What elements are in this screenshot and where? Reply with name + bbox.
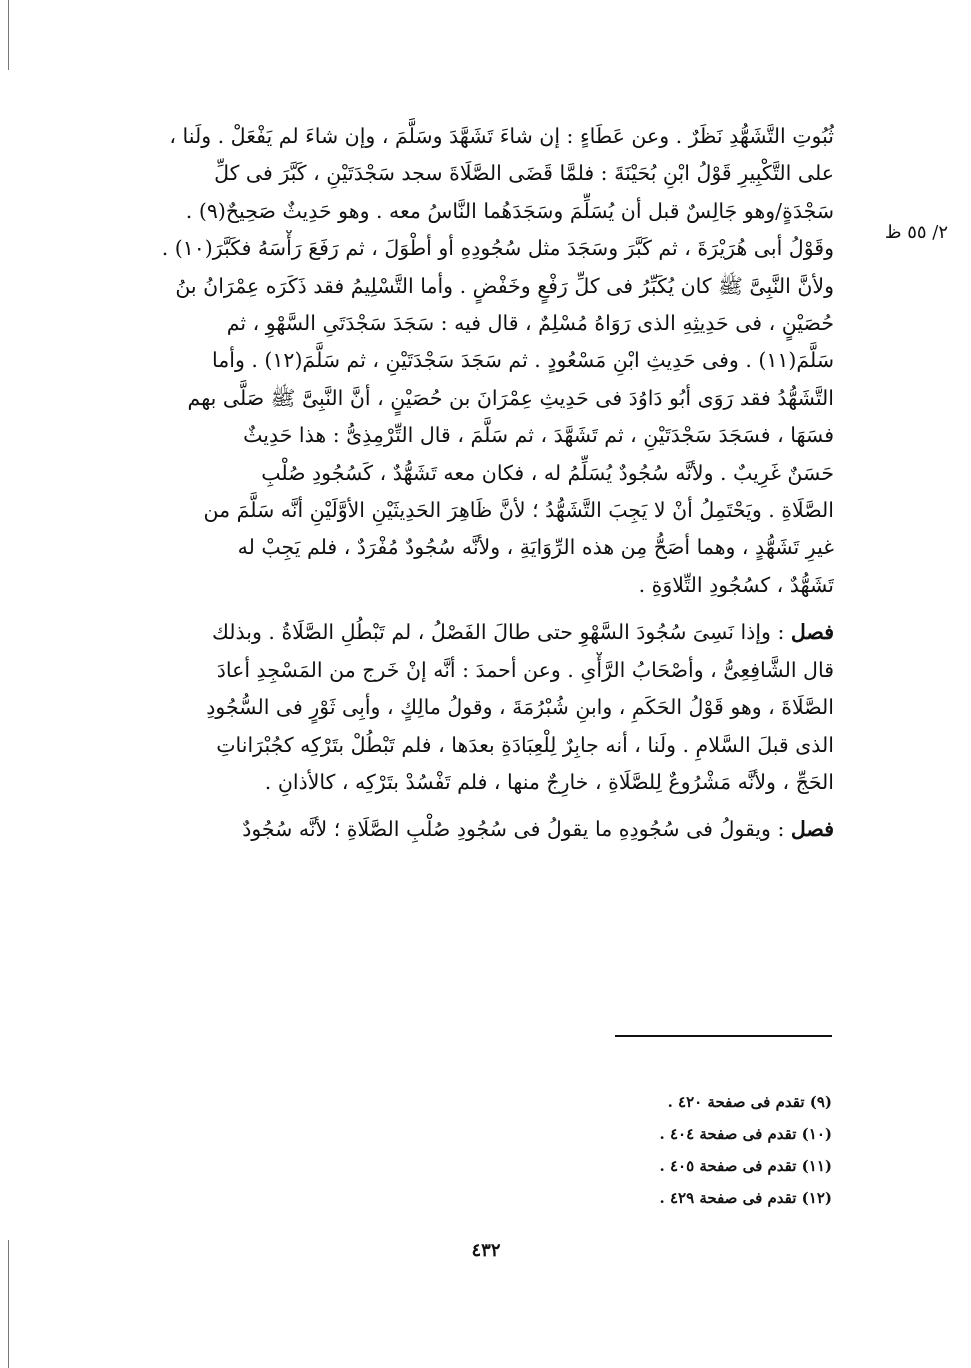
footnote: (١٠) تقدم فى صفحة ٤٠٤ . (659, 1125, 832, 1143)
page-number: ٤٣٢ (471, 1240, 501, 1261)
footnotes (560, 1086, 832, 1214)
margin-note: ٢/ ٥٥ ظ (884, 222, 948, 243)
text-line: حُصَيْنٍ ، فى حَدِيثِهِ الذى رَوَاهُ مُسْلِمٌ ، قال فيه : سَجَدَ سَجْدَتَىِ السَّهْوِ ، ثم (226, 311, 834, 336)
text-line-with-heading (128, 811, 834, 848)
text-line: ثُبُوتِ التَّشَهُّدِ نَظَرٌ . وعن عَطَاءٍ : إن شاءَ تَشَهَّدَ وسَلَّمَ ، وإن شاءَ لم يَفْعَلْ . ولَنا ، (169, 124, 834, 148)
footnote-divider (615, 1035, 832, 1037)
text-line: التَّشَهُّدُ فقد رَوَى أبُو دَاوُدَ فى حَدِيثِ عِمْرَانَ بن حُصَيْنٍ ، أنَّ النَّبِىَّ ﷺ صَلَّى بهم (187, 385, 834, 410)
main-text (128, 118, 834, 849)
text-line: وقَوْلُ أبى هُرَيْرَةَ ، ثم كَبَّرَ وسَجَدَ مثل سُجُودِهِ أو أطْوَلَ ، ثم رَفَعَ رَأْسَهُ فكَبَّرَ(١٠) . (161, 236, 834, 261)
text-line: ولأنَّ النَّبِىَّ ﷺ كان يُكَبِّرُ فى كلِّ رَفْعٍ وخَفْضٍ . وأما التَّسْلِيمُ فقد ذَكَرَه عِمْرَانُ بنُ (175, 273, 834, 298)
paragraph (128, 614, 834, 801)
text-line: غيرِ تَشَهُّدٍ ، وهما أصَحُّ مِن هذه الرِّوَايَةِ ، ولأنَّه سُجُودٌ مُفْرَدٌ ، فلم يَجِبْ له (237, 535, 834, 560)
text-line: الحَجِّ ، ولأنَّه مَشْرُوعٌ لِلصَّلَاةِ ، خارِجٌ منها ، فلم تَفْسُدْ بتَرْكِه ، كالأذانِ . (264, 769, 834, 794)
text-line: قال الشَّافِعِىُّ ، وأصْحَابُ الرَّأْىِ . وعن أحمدَ : أنَّه إنْ خَرج من المَسْجِدِ أعادَ (216, 657, 834, 682)
text-line: : ويقولُ فى سُجُودِهِ ما يقولُ فى سُجُودِ صُلْبِ الصَّلَاةِ ؛ لأنَّه سُجُودٌ (242, 817, 791, 842)
paragraph (128, 811, 834, 848)
text-line: فسَهَا ، فسَجَدَ سَجْدَتَيْنِ ، ثم تَشَهَّدَ ، ثم سَلَّمَ ، قال التِّرْمِذِىُّ : هذا حَدِيثٌ (243, 423, 834, 448)
section-label: فصل (790, 620, 834, 645)
text-line: حَسَنٌ غَرِيبٌ . ولأنَّه سُجُودٌ يُسَلِّمُ له ، فكان معه تَشَهُّدٌ ، كَسُجُودِ صُلْبِ (261, 460, 834, 485)
text-line: الذى قبلَ السَّلامِ . ولَنا ، أنه جابِرٌ لِلْعِبَادَةِ بعدَها ، فلم تَبْطُلْ بتَرْكِه كجُبْرَاناتِ (216, 732, 834, 757)
text-line: على التَّكْبِيرِ قَوْلُ ابْنِ بُحَيْنَةَ : فلمَّا قَضَى الصَّلَاةَ سجد سَجْدَتَيْنِ ، كَبَّرَ فى كلِّ (214, 161, 834, 186)
scan-edge-bottom (8, 1240, 9, 1368)
text-line-with-heading (128, 614, 834, 651)
text-line: سَجْدَةٍ/وهو جَالِسٌ قبل أن يُسَلِّمَ وسَجَدَهُما النَّاسُ معه . وهو حَدِيثٌ صَحِيحٌ(٩) . (185, 198, 834, 223)
scan-edge-top (8, 0, 9, 70)
text-line: تَشَهُّدٌ ، كسُجُودِ التِّلاوَةِ . (638, 572, 834, 597)
footnote: (٩) تقدم فى صفحة ٤٢٠ . (667, 1093, 832, 1111)
section-label: فصل (790, 817, 834, 842)
paragraph (128, 118, 834, 604)
text-line: : وإذا نَسِىَ سُجُودَ السَّهْوِ حتى طالَ الفَصْلُ ، لم تَبْطُلِ الصَّلَاةُ . وبذلك (212, 620, 791, 645)
footnote: (١٢) تقدم فى صفحة ٤٢٩ . (659, 1189, 832, 1207)
text-line: الصَّلَاةِ . ويَحْتَمِلُ أنْ لا يَجِبَ التَّشَهُّدُ ؛ لأنَّ ظَاهِرَ الحَدِيثَيْنِ الأوَّلَيْنِ أنَّه سَلَّمَ من (203, 498, 834, 523)
text-line: الصَّلَاةَ ، وهو قَوْلُ الحَكَمِ ، وابنِ شُبْرُمَةَ ، وقولُ مالِكٍ ، وأبِى ثَوْرٍ فى السُّجُودِ (206, 695, 834, 720)
text-line: سَلَّمَ(١١) . وفى حَدِيثِ ابْنِ مَسْعُودٍ . ثم سَجَدَ سَجْدَتَيْنِ ، ثم سَلَّمَ(١٢) . وأما (212, 348, 834, 373)
footnote: (١١) تقدم فى صفحة ٤٠٥ . (659, 1157, 832, 1175)
